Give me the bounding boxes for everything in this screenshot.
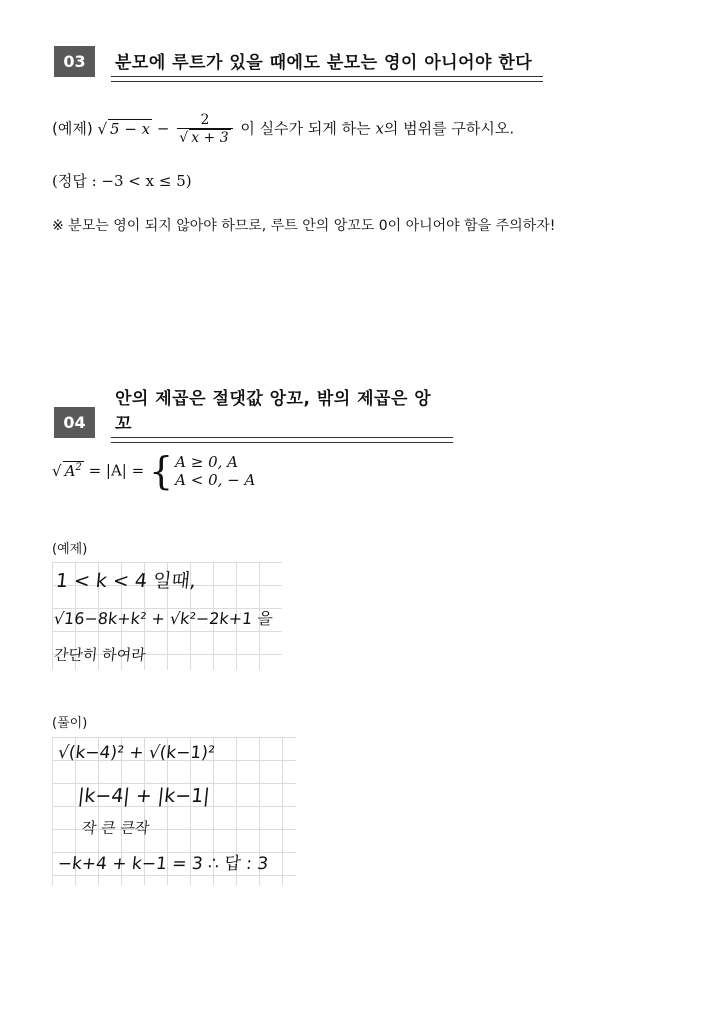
example-suffix-2: 의 범위를 구하시오. [383, 119, 515, 138]
brace-icon: { [148, 449, 174, 493]
handwritten-example-image [52, 562, 282, 670]
solution-label: (풀이) [52, 716, 88, 731]
handwritten-solution-image [52, 737, 296, 885]
section-number-badge: 04 [54, 407, 95, 438]
case-1: A ≥ 0, A [175, 453, 239, 471]
formula-cases [148, 449, 256, 493]
fraction-denominator: √ x + 3 [177, 128, 232, 146]
section-number-badge: 03 [54, 46, 95, 77]
example-prefix: (예제) [52, 119, 93, 138]
hw-example-line-2: √16−8k+k² + √k²−2k+1 을 [52, 609, 274, 628]
formula-equals: = |A| = [88, 461, 145, 480]
answer-line: (정답 : −3 < x ≤ 5) [52, 172, 192, 190]
hw-example-line-1: 1 < k < 4 일때, [54, 570, 197, 592]
hw-solution-line-2: |k−4| + |k−1| [76, 785, 211, 807]
hw-example-line-3: 간단히 하여라 [53, 646, 147, 664]
fraction-numerator: 2 [200, 112, 210, 128]
section-03-header [54, 46, 539, 77]
section-04-header [54, 384, 449, 438]
case-2: A < 0, − A [175, 471, 256, 489]
sqrt-expression: √ 5 − x [97, 119, 151, 138]
hw-solution-line-1: √(k−4)² + √(k−1)² [56, 743, 216, 763]
hw-solution-line-3: 작 큰 큰작 [81, 819, 151, 837]
section-title: 분모에 루트가 있을 때에도 분모는 영이 아니어야 한다 [115, 48, 539, 77]
section-title: 안의 제곱은 절댓값 앙꼬, 밖의 제곱은 앙꼬 [115, 384, 449, 438]
sqrt-symbol: √ $A^2$ [52, 461, 82, 480]
hw-solution-line-4: −k+4 + k−1 = 3 ∴ 답 : 3 [56, 854, 270, 874]
fraction [177, 112, 232, 146]
example-variable: x [375, 119, 384, 138]
example-label: (예제) [52, 542, 88, 557]
example-problem [52, 112, 514, 146]
minus-sign: − [156, 119, 170, 138]
note-line: ※ 분모는 영이 되지 않아야 하므로, 루트 안의 앙꼬도 0이 아니어야 함을 주의하자! [52, 218, 556, 234]
example-suffix: 이 실수가 되게 하는 [240, 119, 371, 138]
formula-radicand: $A^2$ [64, 461, 82, 480]
abs-formula [52, 449, 256, 493]
